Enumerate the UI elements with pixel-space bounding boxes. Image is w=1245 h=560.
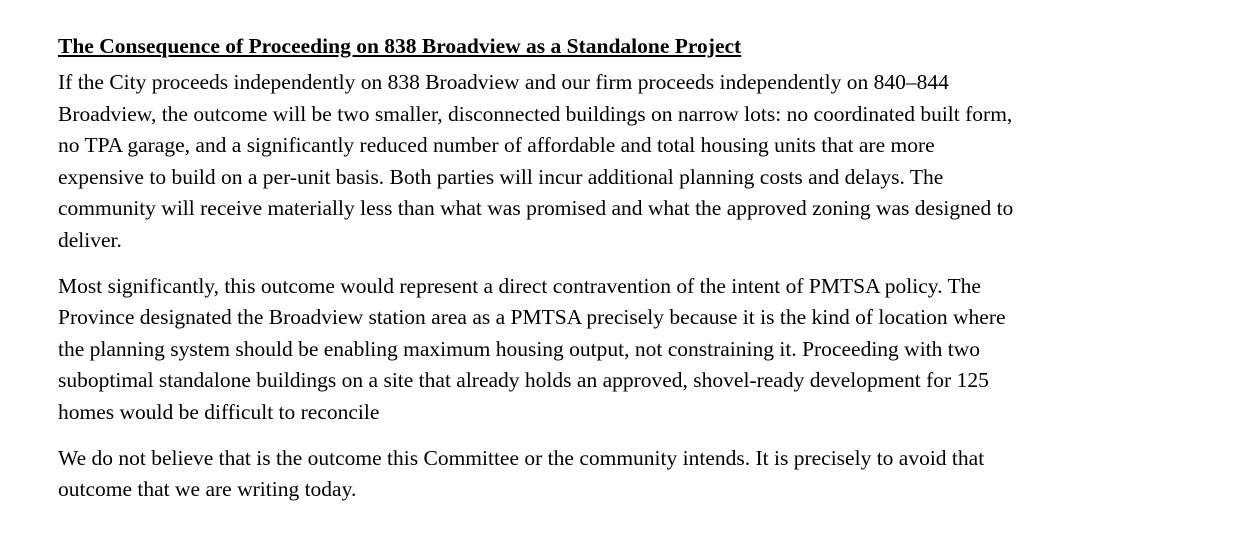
paragraph-line: Most significantly, this outcome would represent a direct contravention of the intent of PMTSA policy. The — [58, 273, 981, 298]
paragraph-line: homes would be difficult to reconcile — [58, 399, 380, 424]
paragraph-line: Broadview, the outcome will be two smaller, disconnected buildings on narrow lots: no coordinated built form, — [58, 101, 1013, 126]
paragraph-line: expensive to build on a per-unit basis. Both parties will incur additional planning costs and delays. The — [58, 164, 944, 189]
paragraph-line: no TPA garage, and a significantly reduced number of affordable and total housing units that are more — [58, 133, 935, 158]
paragraph-pmtsa — [58, 271, 1185, 429]
paragraph-line: If the City proceeds independently on 838 Broadview and our firm proceeds independently on 840–844 — [58, 70, 949, 94]
paragraph-line: outcome that we are writing today. — [58, 477, 357, 502]
paragraph-line: suboptimal standalone buildings on a site that already holds an approved, shovel-ready development for 125 — [58, 368, 989, 393]
section-heading: The Consequence of Proceeding on 838 Broadview as a Standalone Project — [58, 34, 742, 58]
paragraph-consequence — [58, 67, 1185, 257]
paragraph-line: community will receive materially less than what was promised and what the approved zoning was designed to — [58, 196, 1014, 221]
paragraph-line: Province designated the Broadview station area as a PMTSA precisely because it is the kind of location where — [58, 305, 1006, 330]
paragraph-conclusion — [58, 443, 1185, 506]
paragraph-line: the planning system should be enabling maximum housing output, not constraining it. Proceeding with two — [58, 336, 981, 361]
paragraph-line: We do not believe that is the outcome this Committee or the community intends. It is precisely to avoid that — [58, 445, 985, 470]
paragraph-line: deliver. — [58, 227, 122, 252]
